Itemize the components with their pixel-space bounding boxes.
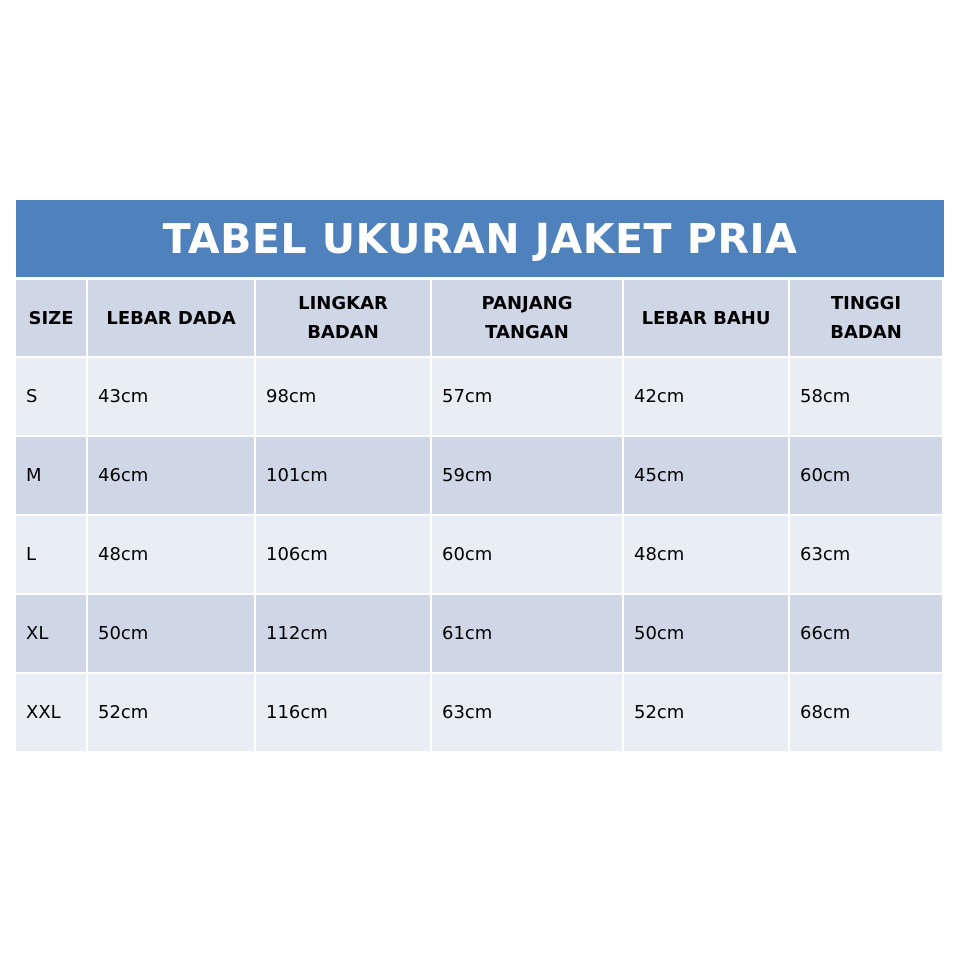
size-label: M <box>16 437 86 514</box>
panjang-tangan-value: 63cm <box>432 674 622 751</box>
size-chart-table <box>16 200 944 750</box>
lebar-bahu-value: 50cm <box>624 595 788 672</box>
lebar-dada-value: 52cm <box>88 674 254 751</box>
panjang-tangan-value: 59cm <box>432 437 622 514</box>
lingkar-badan-value: 112cm <box>256 595 430 672</box>
lebar-bahu-value: 52cm <box>624 674 788 751</box>
header-panjang-tangan: PANJANG TANGAN <box>432 280 622 356</box>
tinggi-badan-value: 60cm <box>790 437 942 514</box>
lingkar-badan-value: 106cm <box>256 516 430 593</box>
lebar-bahu-value: 48cm <box>624 516 788 593</box>
header-size: SIZE <box>16 280 86 356</box>
lingkar-badan-value: 101cm <box>256 437 430 514</box>
lebar-dada-value: 48cm <box>88 516 254 593</box>
header-lingkar-badan: LINGKAR BADAN <box>256 280 430 356</box>
header-tinggi-badan: TINGGI BADAN <box>790 280 942 356</box>
panjang-tangan-value: 57cm <box>432 358 622 435</box>
size-label: XXL <box>16 674 86 751</box>
lebar-dada-value: 50cm <box>88 595 254 672</box>
lebar-bahu-value: 42cm <box>624 358 788 435</box>
lebar-bahu-value: 45cm <box>624 437 788 514</box>
size-label: S <box>16 358 86 435</box>
header-lebar-dada: LEBAR DADA <box>88 280 254 356</box>
lingkar-badan-value: 116cm <box>256 674 430 751</box>
tinggi-badan-value: 63cm <box>790 516 942 593</box>
lingkar-badan-value: 98cm <box>256 358 430 435</box>
tinggi-badan-value: 58cm <box>790 358 942 435</box>
lebar-dada-value: 46cm <box>88 437 254 514</box>
size-grid <box>16 280 944 751</box>
panjang-tangan-value: 61cm <box>432 595 622 672</box>
tinggi-badan-value: 66cm <box>790 595 942 672</box>
lebar-dada-value: 43cm <box>88 358 254 435</box>
tinggi-badan-value: 68cm <box>790 674 942 751</box>
size-label: L <box>16 516 86 593</box>
table-title: TABEL UKURAN JAKET PRIA <box>16 200 944 277</box>
size-label: XL <box>16 595 86 672</box>
header-lebar-bahu: LEBAR BAHU <box>624 280 788 356</box>
panjang-tangan-value: 60cm <box>432 516 622 593</box>
